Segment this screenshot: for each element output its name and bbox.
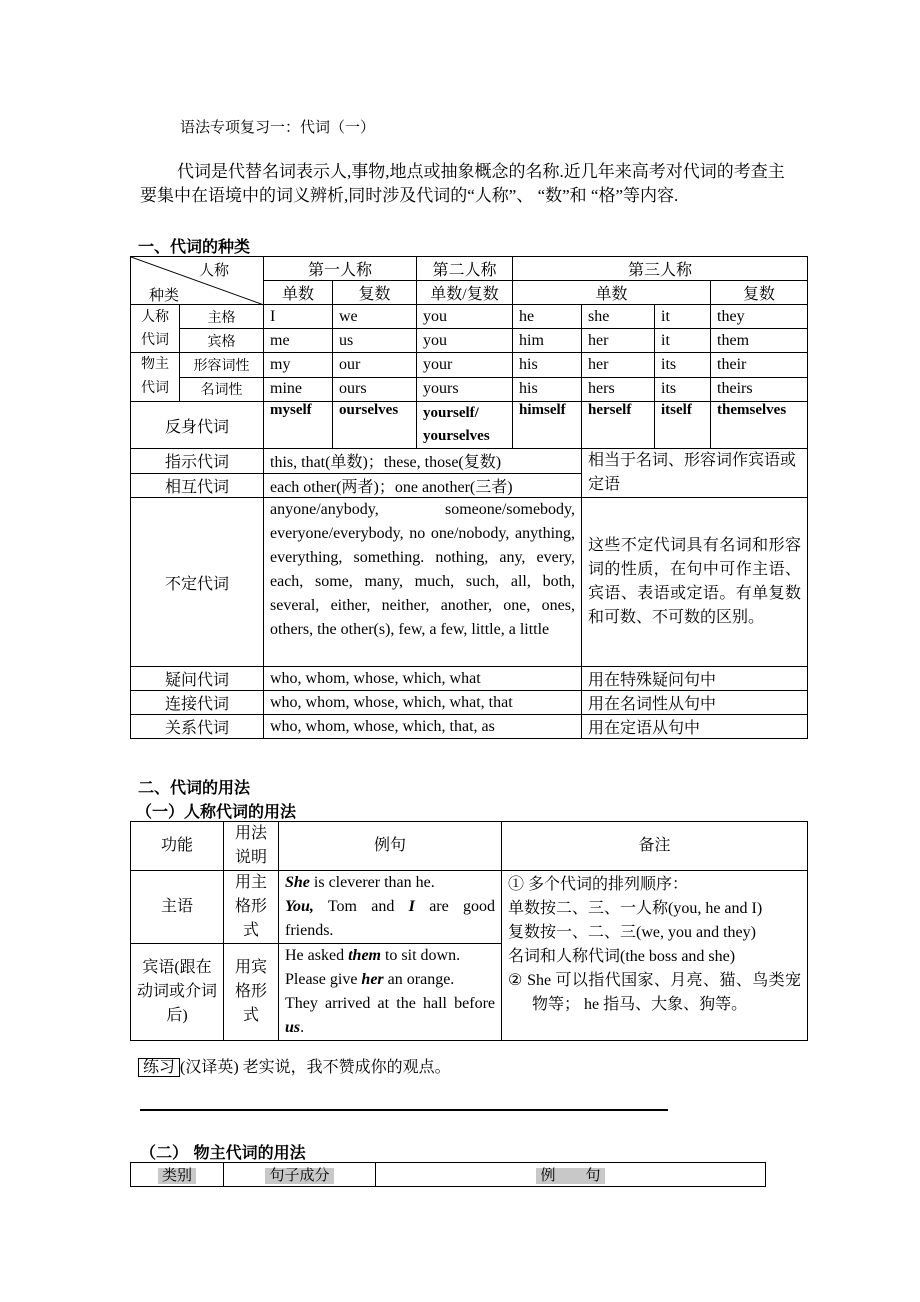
diagonal-header-cell	[131, 257, 264, 305]
cell: herself	[582, 402, 655, 449]
pronoun-types-table	[130, 256, 808, 739]
header-sentence-part: 句子成分	[224, 1163, 376, 1187]
cell: their	[711, 353, 808, 378]
cell: myself	[264, 402, 333, 449]
possessive-pronoun-label: 物主 代词	[131, 353, 180, 402]
reciprocal-label: 相互代词	[131, 473, 264, 498]
cell: me	[264, 329, 333, 353]
cell: its	[655, 353, 711, 378]
section2-sub1-heading: （一）人称代词的用法	[136, 802, 297, 821]
cell: its	[655, 377, 711, 402]
header-usage: 用法说明	[224, 822, 279, 871]
cell: her	[582, 329, 655, 353]
diag-bottom-label: 种类	[149, 288, 180, 304]
func-object: 宾语(跟在动词或介词后)	[131, 944, 224, 1041]
interrogative-cell: who, whom, whose, which, what	[264, 667, 582, 691]
cell: themselves	[711, 402, 808, 449]
header-function: 功能	[131, 822, 224, 871]
conjunctive-cell: who, whom, whose, which, what, that	[264, 691, 582, 715]
cell: my	[264, 353, 333, 378]
cell: you	[417, 329, 513, 353]
cell: itself	[655, 402, 711, 449]
cell: hers	[582, 377, 655, 402]
example-object: He asked them to sit down. Please give her an orange. They arrived at the hall before us.	[279, 944, 502, 1041]
sub-plural-1: 复数	[333, 281, 417, 305]
intro-paragraph: 代词是代替名词表示人,事物,地点或抽象概念的名称.近几年来高考对代词的考查主要集中在语境中的词义辨析,同时涉及代词的“人称”、 “数”和 “格”等内容.	[140, 162, 785, 205]
cell: they	[711, 305, 808, 329]
relative-label: 关系代词	[131, 715, 264, 739]
demonstrative-cell: this, that(单数)；these, those(复数)	[264, 449, 582, 474]
header-second-person: 第二人称	[417, 257, 513, 281]
adjective-form-label: 形容词性	[180, 353, 264, 378]
indefinite-cell: anyone/anybody, someone/somebody, everyone/everybody, no one/nobody, anything, everything, something. nothing, any, every, each, some, many, much, such, all, both, several, either, neither, another, one, ones, others, the other(s), few, a few, little, a little	[264, 498, 582, 667]
cell: he	[513, 305, 582, 329]
cell: them	[711, 329, 808, 353]
interrogative-note: 用在特殊疑问句中	[582, 667, 808, 691]
cell: it	[655, 329, 711, 353]
personal-pronoun-usage-table	[130, 821, 808, 1041]
header-example: 例 句	[376, 1163, 766, 1187]
cell: yours	[417, 377, 513, 402]
header-category: 类别	[131, 1163, 224, 1187]
cell: his	[513, 353, 582, 378]
cell: her	[582, 353, 655, 378]
cell: I	[264, 305, 333, 329]
cell: himself	[513, 402, 582, 449]
exercise-label: 练习	[138, 1058, 180, 1077]
header-notes: 备注	[502, 822, 808, 871]
sub-plural-3: 复数	[711, 281, 808, 305]
subject-case-label: 主格	[180, 305, 264, 329]
func-subject: 主语	[131, 871, 224, 944]
exercise-line	[138, 1054, 451, 1077]
cell: him	[513, 329, 582, 353]
cell: yourself/ yourselves	[417, 402, 513, 449]
cell: ours	[333, 377, 417, 402]
cell: we	[333, 305, 417, 329]
section1-heading: 一、代词的种类	[138, 237, 251, 256]
exercise-text: (汉译英) 老实说，我不赞成你的观点。	[180, 1059, 451, 1076]
header-first-person: 第一人称	[264, 257, 417, 281]
demonstrative-label: 指示代词	[131, 449, 264, 474]
header-example: 例句	[279, 822, 502, 871]
relative-note: 用在定语从句中	[582, 715, 808, 739]
cell: it	[655, 305, 711, 329]
cell: your	[417, 353, 513, 378]
cell: our	[333, 353, 417, 378]
cell: us	[333, 329, 417, 353]
header-third-person: 第三人称	[513, 257, 808, 281]
example-subject: She is cleverer than he. You, Tom and I are good friends.	[279, 871, 502, 944]
reciprocal-cell: each other(两者)；one another(三者)	[264, 473, 582, 498]
demo-recip-note: 相当于名词、形容词作宾语或定语	[582, 449, 808, 498]
usage-object: 用宾格形式	[224, 944, 279, 1041]
cell: theirs	[711, 377, 808, 402]
answer-line	[140, 1109, 668, 1111]
object-case-label: 宾格	[180, 329, 264, 353]
indefinite-note: 这些不定代词具有名词和形容词的性质，在句中可作主语、宾语、表语或定语。有单复数和可数、不可数的区别。	[582, 498, 808, 667]
cell: mine	[264, 377, 333, 402]
usage-subject: 用主格形式	[224, 871, 279, 944]
section2-sub2-heading: （二） 物主代词的用法	[140, 1143, 306, 1162]
relative-cell: who, whom, whose, which, that, as	[264, 715, 582, 739]
possessive-usage-table	[130, 1162, 766, 1187]
noun-form-label: 名词性	[180, 377, 264, 402]
sub-singular-1: 单数	[264, 281, 333, 305]
cell: his	[513, 377, 582, 402]
cell: ourselves	[333, 402, 417, 449]
indefinite-label: 不定代词	[131, 498, 264, 667]
conjunctive-label: 连接代词	[131, 691, 264, 715]
reflexive-label: 反身代词	[131, 402, 264, 449]
interrogative-label: 疑问代词	[131, 667, 264, 691]
diag-top-label: 人称	[199, 263, 230, 279]
notes-cell: ① 多个代词的排列顺序： 单数按二、三、一人称(you, he and I) 复数按一、二、三(we, you and they) 名词和人称代词(the boss and she) ② She 可以指代国家、月亮、猫、鸟类宠物等； he 指马、大象、狗等。	[502, 871, 808, 1041]
cell: she	[582, 305, 655, 329]
section2-heading: 二、代词的用法	[138, 778, 251, 797]
page-title: 语法专项复习一：代词（一）	[180, 120, 376, 136]
sub-both-2: 单数/复数	[417, 281, 513, 305]
personal-pronoun-label: 人称 代词	[131, 305, 180, 353]
sub-singular-3: 单数	[513, 281, 711, 305]
conjunctive-note: 用在名词性从句中	[582, 691, 808, 715]
cell: you	[417, 305, 513, 329]
